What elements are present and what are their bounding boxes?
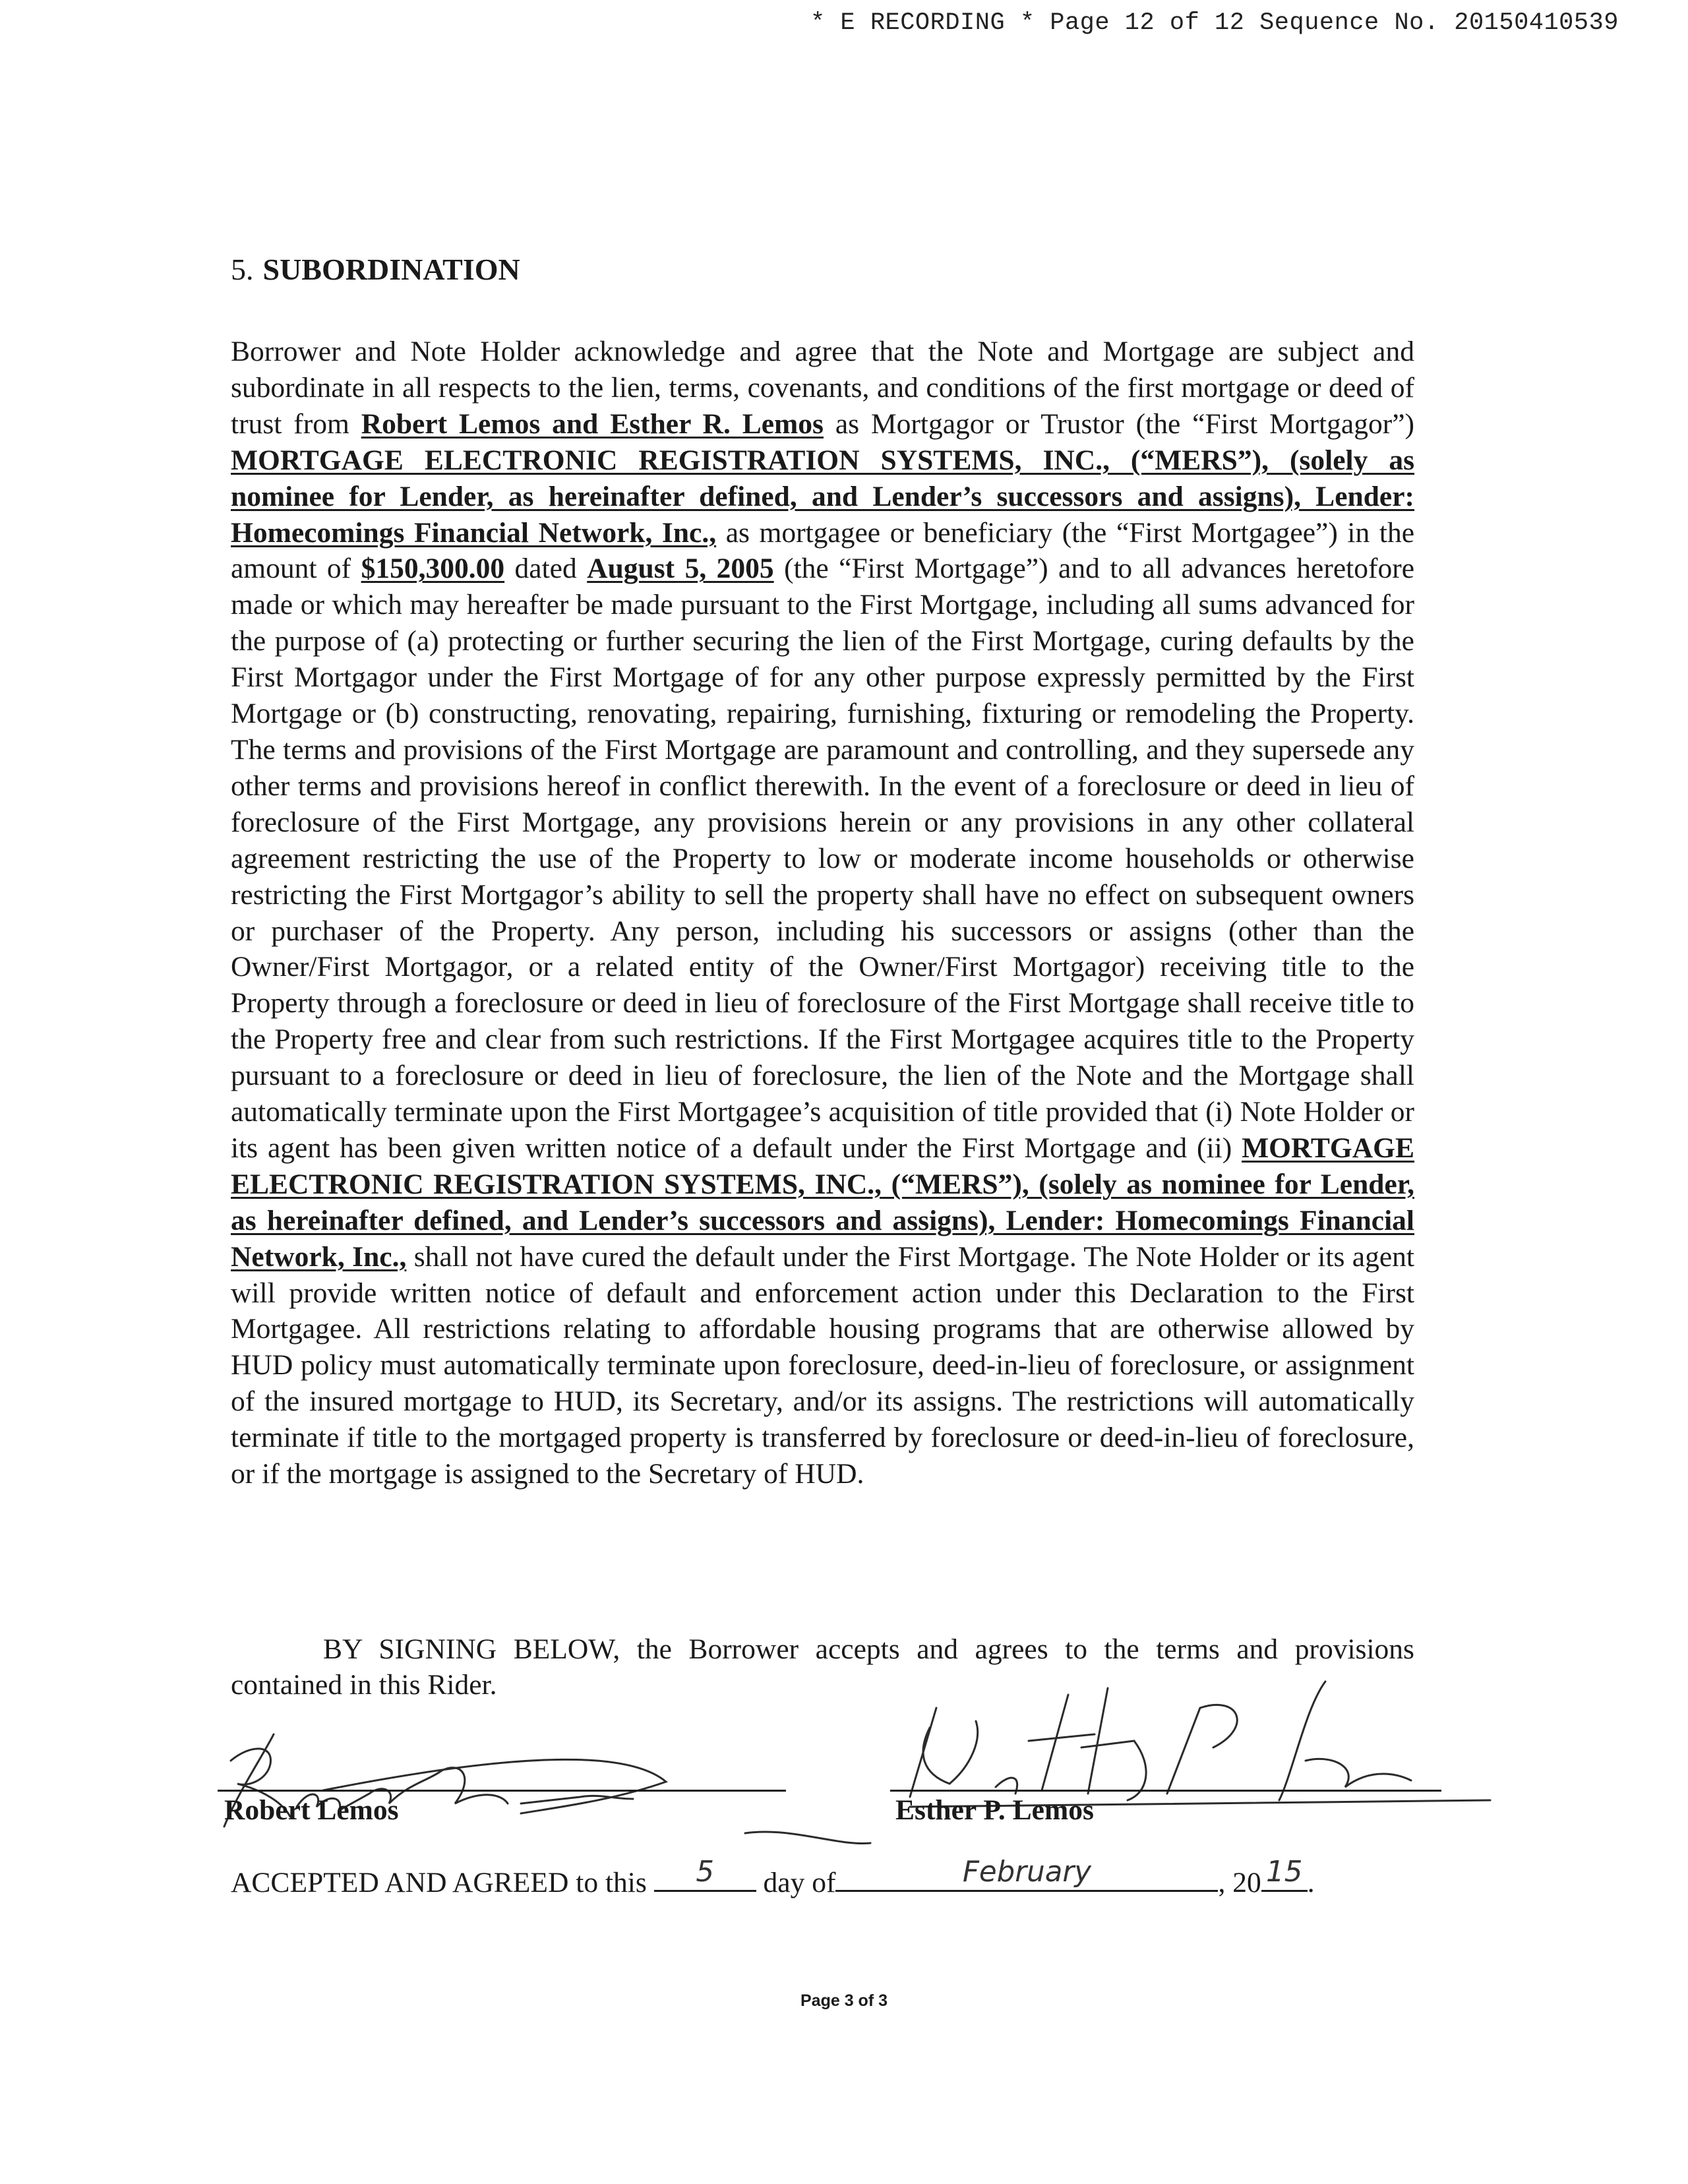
first-mortgagee-name: MORTGAGE ELECTRONIC REGISTRATION SYSTEMS, INC., (“MERS”), (solely as nominee for Lender, as hereinafter defined, and Lender’s successors and assigns), Lender: Homecomings Financial Network, Inc.,	[231, 444, 1414, 549]
mortgage-date: August 5, 2005	[587, 553, 774, 585]
paragraph-text: as Mortgagor or Trustor (the “First Mortgagor”)	[823, 408, 1414, 440]
acceptance-end: .	[1307, 1867, 1315, 1898]
handwritten-day: 5	[696, 1856, 715, 1889]
year-prefix: , 20	[1218, 1867, 1261, 1898]
paragraph-text: Borrower and Note Holder acknowledge and agree that the Note and Mortgage are subject and subordinate in all respects to the lien, terms, covenants, and conditions of the first mortgage or deed of trust from	[231, 336, 1414, 440]
signing-statement-text: BY SIGNING BELOW, the Borrower accepts and agrees to the terms and provisions contained in this Rider.	[231, 1633, 1414, 1701]
signer-name-robert: Robert Lemos	[224, 1794, 399, 1826]
first-mortgagee-name-repeat: MORTGAGE ELECTRONIC REGISTRATION SYSTEMS, INC., (“MERS”), (solely as nominee for Lender, as hereinafter defined, and Lender’s successors and assigns), Lender: Homecomings Financial Network, Inc.,	[231, 1132, 1414, 1273]
paragraph-text: shall not have cured the default under the First Mortgage. The Note Holder or its agent will provide written notice of default and enforcement action under this Declaration to the First Mortgagee. All restrictions relating to affordable housing programs that are otherwise allowed by HUD policy must automatically terminate upon foreclosure, deed-in-lieu of foreclosure, or assignment of the insured mortgage to HUD, its Secretary, and/or its assigns. The restrictions will automatically terminate if title to the mortgaged property is transferred by foreclosure or deed-in-lieu of foreclosure, or if the mortgage is assigned to the Secretary of HUD.	[231, 1240, 1414, 1490]
mortgagor-names: Robert Lemos and Esther R. Lemos	[361, 408, 824, 440]
handwritten-month: February	[962, 1856, 1092, 1889]
page-footer: Page 3 of 3	[800, 1991, 888, 2010]
esther-lemos-signature	[870, 1668, 1490, 1813]
month-blank	[835, 1857, 1218, 1892]
section-heading	[231, 252, 520, 287]
signature-line	[218, 1790, 786, 1792]
acceptance-prefix: ACCEPTED AND AGREED to this	[231, 1867, 647, 1898]
section-title: SUBORDINATION	[262, 253, 520, 286]
day-of-label: day of	[763, 1867, 836, 1898]
year-blank	[1261, 1857, 1308, 1892]
signer-name-esther: Esther P. Lemos	[895, 1794, 1094, 1826]
paragraph-text: dated	[504, 553, 588, 585]
section-number: 5.	[231, 253, 254, 286]
subordination-paragraph	[231, 334, 1414, 1492]
signature-line	[890, 1790, 1441, 1792]
mortgage-amount: $150,300.00	[361, 553, 505, 585]
day-blank	[654, 1857, 756, 1892]
handwritten-year: 15	[1266, 1856, 1303, 1889]
paragraph-text: (the “First Mortgage”) and to all advances heretofore made or which may hereafter be made pursuant to the First Mortgage, including all sums advanced for the purpose of (a) protecting or further securing the lien of the First Mortgage, curing defaults by the First Mortgagor under the First Mortgage of for any other purpose expressly permitted by the First Mortgage or (b) constructing, renovating, repairing, furnishing, fixturing or remodeling the Property. The terms and provisions of the First Mortgage are paramount and controlling, and they supersede any other terms and provisions hereof in conflict therewith. In the event of a foreclosure or deed in lieu of foreclosure of the First Mortgage, any provisions herein or any provisions in any other collateral agreement restricting the use of the Property to low or moderate income households or otherwise restricting the First Mortgagor’s ability to sell the property shall have no effect on subsequent owners or purchaser of the Property. Any person, including his successors or assigns (other than the Owner/First Mortgagor, or a related entity of the Owner/First Mortgagor) receiving title to the Property through a foreclosure or deed in lieu of foreclosure of the First Mortgage shall receive title to the Property free and clear from such restrictions. If the First Mortgagee acquires title to the Property pursuant to a foreclosure or deed in lieu of foreclosure, the lien of the Note and the Mortgage shall automatically terminate upon the First Mortgagee’s acquisition of title provided that (i) Note Holder or its agent has been given written notice of a default under the First Mortgage and (ii)	[231, 553, 1414, 1164]
acceptance-line	[231, 1857, 1315, 1899]
recording-header: * E RECORDING * Page 12 of 12 Sequence No. 20150410539	[810, 9, 1619, 37]
paragraph-text: as mortgagee or beneficiary (the “First Mortgagee”) in the amount of	[231, 516, 1415, 585]
